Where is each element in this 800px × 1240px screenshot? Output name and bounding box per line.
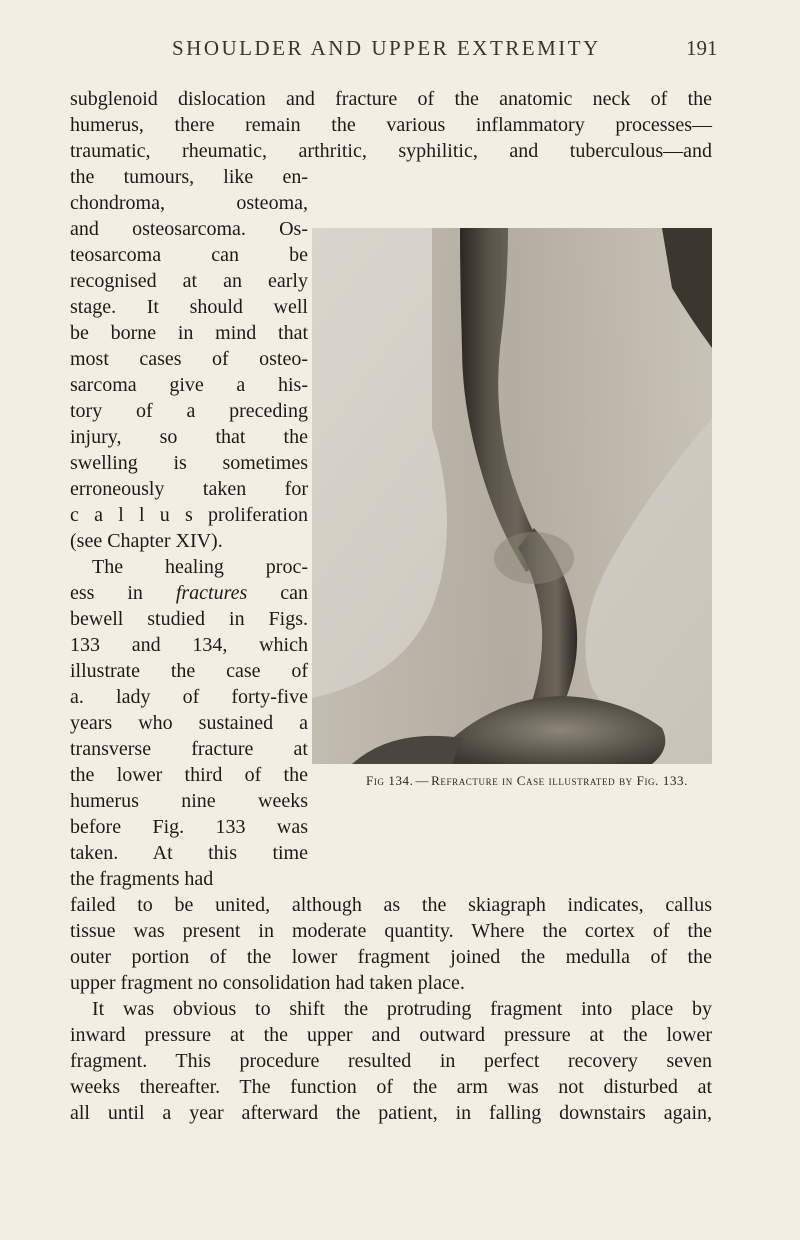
body-line: the lower third of the [70, 764, 308, 786]
body-line: injury, so that the [70, 426, 308, 448]
body-line: It was obvious to shift the protruding fragment into place by [92, 998, 712, 1020]
figure-caption: Fig 134. — Refracture in Case illustrated by Fig. 133. [365, 773, 688, 788]
body-line: fragment. This procedure resulted in perfect recovery seven [70, 1050, 712, 1072]
body-text: can [280, 582, 309, 604]
body-line: the fragments had [70, 868, 214, 890]
body-line: all until a year afterward the patient, in falling downstairs again, [70, 1102, 712, 1124]
body-line: a. lady of forty-five [70, 686, 308, 708]
body-line: inward pressure at the upper and outward pressure at the lower [70, 1024, 712, 1046]
body-line: teosarcoma can be [70, 244, 308, 266]
body-line: be borne in mind that [70, 322, 308, 344]
body-line: The healing proc- [92, 556, 308, 578]
body-line: tory of a preceding [70, 400, 308, 422]
figure-caption-text: Refracture in Case illustrated by Fig. 133. [431, 773, 688, 788]
body-line: taken. At this time [70, 842, 308, 864]
body-line: weeks thereafter. The function of the arm was not disturbed at [70, 1076, 712, 1098]
body-line: erroneously taken for [70, 478, 308, 500]
figure-label: Fig 134. [365, 773, 414, 788]
body-line: traumatic, rheumatic, arthritic, syphilitic, and tuberculous—and [70, 140, 712, 162]
page-number: 191 [686, 36, 718, 60]
x-ray-humerus-icon [312, 228, 712, 764]
body-line: recognised at an early [70, 270, 308, 292]
body-line: humerus nine weeks [70, 790, 308, 812]
body-line: transverse fracture at [70, 738, 308, 760]
body-line: outer portion of the lower fragment joined the medulla of the [70, 946, 712, 968]
body-line: 133 and 134, which [70, 634, 308, 656]
body-line [70, 580, 308, 606]
body-line: before Fig. 133 was [70, 816, 308, 838]
body-line: years who sustained a [70, 712, 308, 734]
body-line: illustrate the case of [70, 660, 308, 682]
body-line: bewell studied in Figs. [70, 608, 308, 630]
body-line: most cases of osteo- [70, 348, 308, 370]
body-line: chondroma, osteoma, [70, 192, 308, 214]
body-line: and osteosarcoma. Os- [70, 218, 308, 240]
x-ray-figure [312, 228, 712, 764]
body-line: (see Chapter XIV). [70, 530, 223, 552]
body-line: c a l l u s proliferation [70, 504, 308, 526]
running-title: SHOULDER AND UPPER EXTREMITY [172, 36, 601, 60]
body-line: upper fragment no consolidation had taken place. [70, 972, 465, 994]
body-line: failed to be united, although as the skiagraph indicates, callus [70, 894, 712, 916]
running-head [0, 36, 800, 66]
italic-term: fractures [175, 582, 248, 604]
body-line: humerus, there remain the various inflammatory processes— [70, 114, 712, 136]
body-line: sarcoma give a his- [70, 374, 308, 396]
body-line: tissue was present in moderate quantity. Where the cortex of the [70, 920, 712, 942]
body-line: the tumours, like en- [70, 166, 308, 188]
body-line: swelling is sometimes [70, 452, 308, 474]
body-line: stage. It should well [70, 296, 308, 318]
body-line: subglenoid dislocation and fracture of the anatomic neck of the [70, 88, 712, 110]
body-text: ess in [70, 582, 143, 604]
